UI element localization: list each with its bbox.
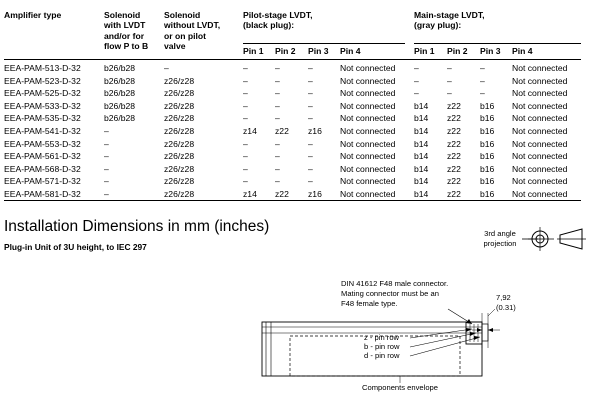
section-title: Installation Dimensions in mm (inches) xyxy=(4,218,270,235)
table-cell: – xyxy=(414,63,419,73)
table-cell: z26/z28 xyxy=(164,75,195,86)
table-cell: z26/z28 xyxy=(164,138,195,149)
pin-row-z: z - pin row xyxy=(364,333,400,342)
table-cell: – xyxy=(104,151,109,162)
projection-label-line2: projection xyxy=(483,239,517,248)
header-solenoid-without-lvdt: Solenoid without LVDT, or on pilot valve xyxy=(164,10,221,52)
table-cell: – xyxy=(480,63,485,73)
table-cell: z22 xyxy=(447,151,461,162)
table-cell: EEA-PAM-533-D-32 xyxy=(4,100,81,111)
table-cell: Not connected xyxy=(340,100,396,111)
table-cell: Not connected xyxy=(340,126,396,136)
table-cell: z16 xyxy=(308,189,322,199)
table-cell: – xyxy=(104,189,109,199)
table-cell: Not connected xyxy=(512,138,568,149)
table-cell: – xyxy=(480,88,485,99)
header-pilot-stage-lvdt: Pilot-stage LVDT, (black plug): xyxy=(243,10,313,31)
table-cell: – xyxy=(104,163,109,174)
table-cell: b16 xyxy=(480,113,495,124)
table-cell: Not connected xyxy=(340,163,396,174)
table-cell: b14 xyxy=(414,163,429,174)
table-cell: EEA-PAM-581-D-32 xyxy=(4,189,81,199)
table-cell: – xyxy=(275,151,280,162)
table-cell: b26/b28 xyxy=(104,75,136,86)
table-cell: z22 xyxy=(447,163,461,174)
table-cell: – xyxy=(164,63,169,73)
table-cell: Not connected xyxy=(340,176,396,187)
header-main-stage-lvdt: Main-stage LVDT, (gray plug): xyxy=(414,10,485,31)
table-cell: Not connected xyxy=(512,113,568,124)
table-cell: – xyxy=(275,75,280,86)
table-cell: Not connected xyxy=(340,63,396,73)
table-cell: – xyxy=(308,163,313,174)
table-cell: Not connected xyxy=(340,113,396,124)
table-cell: Not connected xyxy=(512,163,568,174)
table-cell: – xyxy=(275,63,280,73)
table-cell: z22 xyxy=(447,138,461,149)
header-main-pin3: Pin 3 xyxy=(480,46,501,56)
table-cell: b26/b28 xyxy=(104,63,136,73)
table-cell: – xyxy=(275,113,280,124)
header-main-pin2: Pin 2 xyxy=(447,46,468,56)
table-cell: Not connected xyxy=(512,88,568,99)
table-cell: – xyxy=(275,176,280,187)
table-cell: – xyxy=(414,88,419,99)
table-cell: z22 xyxy=(447,176,461,187)
projection-label-line1: 3rd angle xyxy=(484,229,516,238)
table-cell: Not connected xyxy=(340,151,396,162)
table-cell: z22 xyxy=(447,100,461,111)
pin-row-b: b - pin row xyxy=(364,342,400,351)
table-cell: z26/z28 xyxy=(164,151,195,162)
connector-note-line1: DIN 41612 F48 male connector. xyxy=(341,279,449,288)
header-pilot-pin4: Pin 4 xyxy=(340,46,361,56)
table-cell: EEA-PAM-571-D-32 xyxy=(4,176,81,187)
connector-note-line3: F48 female type. xyxy=(341,299,398,308)
connector-note-line2: Mating connector must be an xyxy=(341,289,439,298)
table-cell: z22 xyxy=(275,126,289,136)
dimension-inch: (0.31) xyxy=(496,303,516,312)
table-cell: – xyxy=(308,75,313,86)
table-cell: EEA-PAM-525-D-32 xyxy=(4,88,81,99)
table-cell: z26/z28 xyxy=(164,113,195,124)
table-cell: – xyxy=(447,88,452,99)
section-subtitle: Plug-in Unit of 3U height, to IEC 297 xyxy=(4,242,147,252)
header-solenoid-with-lvdt: Solenoid with LVDT and/or for flow P to B xyxy=(104,10,149,52)
table-cell: – xyxy=(104,176,109,187)
table-cell: – xyxy=(308,88,313,99)
table-cell: – xyxy=(275,100,280,111)
table-cell: b14 xyxy=(414,113,429,124)
table-cell: z26/z28 xyxy=(164,88,195,99)
table-cell: Not connected xyxy=(512,100,568,111)
header-pilot-pin2: Pin 2 xyxy=(275,46,296,56)
table-cell: – xyxy=(480,75,485,86)
table-cell: – xyxy=(243,163,248,174)
table-cell: z16 xyxy=(308,126,322,136)
table-cell: Not connected xyxy=(340,138,396,149)
table-cell: – xyxy=(308,113,313,124)
header-pilot-pin3: Pin 3 xyxy=(308,46,329,56)
table-cell: Not connected xyxy=(512,75,568,86)
table-cell: b16 xyxy=(480,138,495,149)
table-cell: z26/z28 xyxy=(164,189,195,199)
table-cell: – xyxy=(275,88,280,99)
table-cell: b14 xyxy=(414,138,429,149)
table-cell: – xyxy=(275,163,280,174)
table-cell: z14 xyxy=(243,126,257,136)
table-cell: – xyxy=(308,176,313,187)
table-cell: – xyxy=(414,75,419,86)
table-cell: b26/b28 xyxy=(104,100,136,111)
table-cell: Not connected xyxy=(340,75,396,86)
table-cell: – xyxy=(308,100,313,111)
header-pilot-pin1: Pin 1 xyxy=(243,46,264,56)
table-cell: Not connected xyxy=(340,88,396,99)
table-cell: Not connected xyxy=(340,189,396,199)
table-cell: b14 xyxy=(414,176,429,187)
table-cell: EEA-PAM-568-D-32 xyxy=(4,163,81,174)
pin-row-d: d - pin row xyxy=(364,351,400,360)
table-cell: – xyxy=(447,75,452,86)
table-cell: EEA-PAM-561-D-32 xyxy=(4,151,81,162)
table-cell: z26/z28 xyxy=(164,163,195,174)
table-cell: Not connected xyxy=(512,176,568,187)
table-cell: b16 xyxy=(480,163,495,174)
table-cell: z22 xyxy=(447,189,461,199)
table-cell: z26/z28 xyxy=(164,100,195,111)
components-envelope-label: Components envelope xyxy=(362,383,438,392)
table-cell: z26/z28 xyxy=(164,176,195,187)
table-cell: z26/z28 xyxy=(164,126,195,136)
table-cell: EEA-PAM-553-D-32 xyxy=(4,138,81,149)
table-cell: – xyxy=(308,138,313,149)
table-cell: Not connected xyxy=(512,63,568,73)
table-cell: – xyxy=(308,63,313,73)
table-cell: Not connected xyxy=(512,189,568,199)
header-amplifier-type: Amplifier type xyxy=(4,10,62,20)
table-cell: EEA-PAM-535-D-32 xyxy=(4,113,81,124)
table-cell: b16 xyxy=(480,189,495,199)
table-cell: b26/b28 xyxy=(104,88,136,99)
table-cell: z22 xyxy=(275,189,289,199)
table-cell: – xyxy=(308,151,313,162)
table-cell: z22 xyxy=(447,126,461,136)
table-cell: – xyxy=(104,138,109,149)
table-cell: b14 xyxy=(414,100,429,111)
table-cell: EEA-PAM-523-D-32 xyxy=(4,75,81,86)
table-cell: – xyxy=(243,88,248,99)
table-cell: – xyxy=(104,126,109,136)
table-cell: – xyxy=(275,138,280,149)
table-cell: – xyxy=(243,176,248,187)
table-cell: – xyxy=(447,63,452,73)
table-cell: b14 xyxy=(414,126,429,136)
table-cell: z14 xyxy=(243,189,257,199)
table-cell: – xyxy=(243,75,248,86)
table-cell: b26/b28 xyxy=(104,113,136,124)
table-cell: b16 xyxy=(480,100,495,111)
table-cell: b16 xyxy=(480,151,495,162)
table-cell: – xyxy=(243,138,248,149)
table-cell: b14 xyxy=(414,151,429,162)
table-cell: EEA-PAM-513-D-32 xyxy=(4,63,81,73)
table-cell: Not connected xyxy=(512,126,568,136)
table-cell: z22 xyxy=(447,113,461,124)
table-cell: b16 xyxy=(480,126,495,136)
table-cell: – xyxy=(243,113,248,124)
table-cell: – xyxy=(243,151,248,162)
table-cell: – xyxy=(243,63,248,73)
table-cell: b16 xyxy=(480,176,495,187)
table-cell: b14 xyxy=(414,189,429,199)
table-cell: Not connected xyxy=(512,151,568,162)
header-main-pin1: Pin 1 xyxy=(414,46,435,56)
table-cell: – xyxy=(243,100,248,111)
dimension-value: 7,92 xyxy=(496,293,511,302)
header-main-pin4: Pin 4 xyxy=(512,46,533,56)
table-cell: EEA-PAM-541-D-32 xyxy=(4,126,81,136)
